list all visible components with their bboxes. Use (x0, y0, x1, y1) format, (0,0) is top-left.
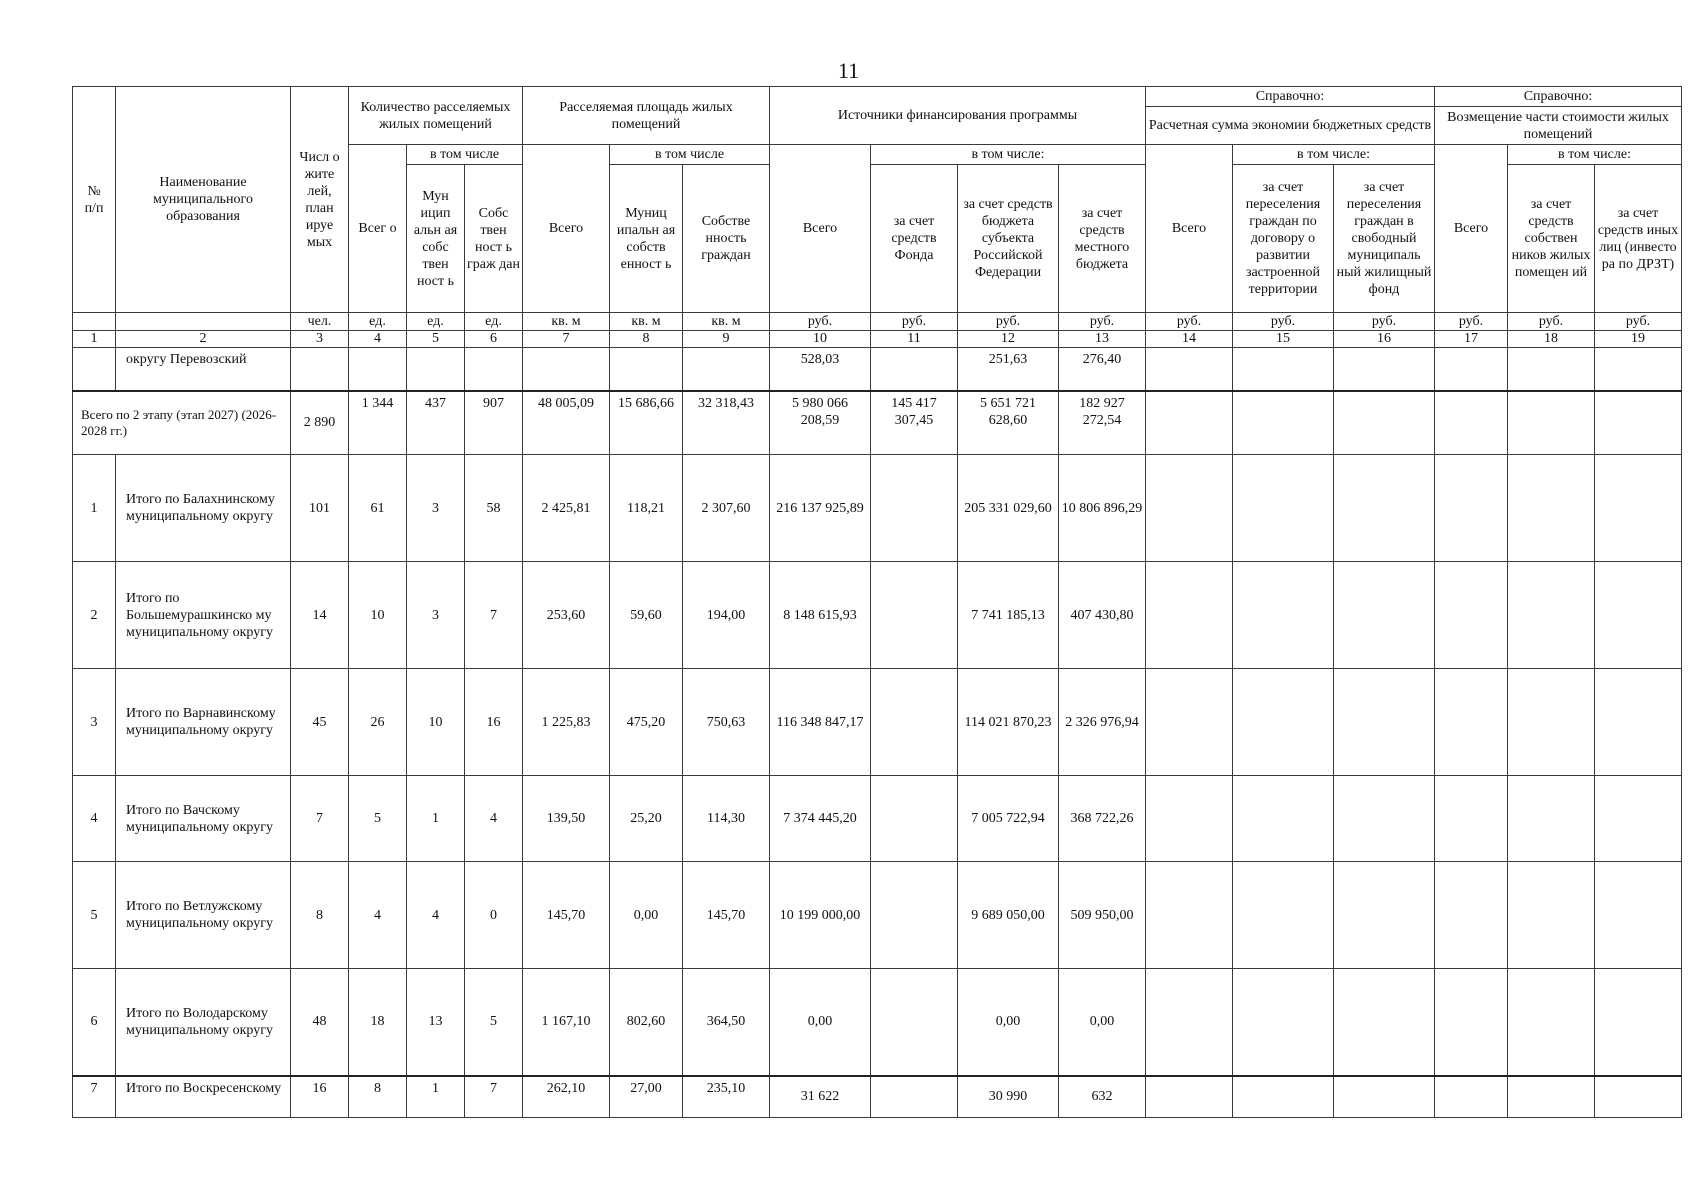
col-header-qty: Количество расселяемых жилых помещений (349, 87, 523, 145)
row-fin-local: 0,00 (1059, 969, 1146, 1076)
row-qty-total: 26 (349, 669, 407, 776)
row-qty-total: 61 (349, 455, 407, 562)
col-header-compensation: Возмещение части стоимости жилых помещений (1435, 107, 1682, 145)
unit-cell: руб. (1508, 313, 1595, 331)
stage-total-area-total: 48 005,09 (523, 391, 610, 455)
col-header-econ-free-fund: за счет переселения граждан в свободный муниципаль ный жилищный фонд (1334, 165, 1435, 313)
col-header-residents: Числ о жите лей, план ируе мых (291, 87, 349, 313)
unit-cell: кв. м (523, 313, 610, 331)
col-header-fin-local: за счет средств местного бюджета (1059, 165, 1146, 313)
column-number: 16 (1334, 331, 1435, 348)
row-name: Итого по Варнавинскому муниципальному округу (116, 669, 291, 776)
row-fin-local: 10 806 896,29 (1059, 455, 1146, 562)
col-header-qty-municipal: Мун ицип альн ая собс твен ност ь (407, 165, 465, 313)
column-numbers-row (73, 331, 1682, 348)
column-number: 9 (683, 331, 770, 348)
unit-cell: кв. м (610, 313, 683, 331)
column-number: 7 (523, 331, 610, 348)
row-qty-total: 18 (349, 969, 407, 1076)
row-fin-local: 632 (1059, 1076, 1146, 1118)
row-area-municipal: 27,00 (610, 1076, 683, 1118)
carry-over-fin-subject: 251,63 (958, 348, 1059, 391)
unit-cell: кв. м (683, 313, 770, 331)
row-qty-municipal: 3 (407, 562, 465, 669)
stage-total-area-private: 32 318,43 (683, 391, 770, 455)
col-header-area-municipal: Муниц ипальн ая собств енност ь (610, 165, 683, 313)
row-fin-subject: 7 741 185,13 (958, 562, 1059, 669)
row-fin-total: 7 374 445,20 (770, 776, 871, 862)
unit-cell (73, 313, 116, 331)
row-qty-total: 8 (349, 1076, 407, 1118)
table-row (73, 862, 1682, 969)
table-row (73, 455, 1682, 562)
column-number: 15 (1233, 331, 1334, 348)
col-header-qty-private: Собс твен ност ь граж дан (465, 165, 523, 313)
row-area-municipal: 0,00 (610, 862, 683, 969)
units-row (73, 313, 1682, 331)
row-area-private: 145,70 (683, 862, 770, 969)
row-area-municipal: 475,20 (610, 669, 683, 776)
row-fin-subject: 7 005 722,94 (958, 776, 1059, 862)
column-number: 6 (465, 331, 523, 348)
unit-cell: ед. (349, 313, 407, 331)
column-number: 13 (1059, 331, 1146, 348)
col-header-financing: Источники финансирования программы (770, 87, 1146, 145)
unit-cell: руб. (1435, 313, 1508, 331)
table-row (73, 969, 1682, 1076)
row-residents: 7 (291, 776, 349, 862)
row-area-municipal: 802,60 (610, 969, 683, 1076)
row-name: Итого по Большемурашкинско му муниципальному округу (116, 562, 291, 669)
unit-cell: руб. (1595, 313, 1682, 331)
unit-cell: руб. (1146, 313, 1233, 331)
row-fin-total: 0,00 (770, 969, 871, 1076)
row-number: 2 (73, 562, 116, 669)
col-header-name: Наименование муниципального образования (116, 87, 291, 313)
row-fin-fund (871, 862, 958, 969)
row-qty-municipal: 1 (407, 776, 465, 862)
row-qty-private: 7 (465, 562, 523, 669)
col-header-reference-2: Справочно: (1435, 87, 1682, 107)
row-area-private: 114,30 (683, 776, 770, 862)
row-area-total: 1 167,10 (523, 969, 610, 1076)
column-number: 1 (73, 331, 116, 348)
row-qty-total: 5 (349, 776, 407, 862)
row-fin-fund (871, 969, 958, 1076)
row-qty-municipal: 10 (407, 669, 465, 776)
row-qty-municipal: 4 (407, 862, 465, 969)
row-qty-private: 16 (465, 669, 523, 776)
row-area-municipal: 25,20 (610, 776, 683, 862)
col-header-area-private: Собстве нность граждан (683, 165, 770, 313)
row-qty-municipal: 13 (407, 969, 465, 1076)
column-number: 19 (1595, 331, 1682, 348)
row-fin-total: 116 348 847,17 (770, 669, 871, 776)
row-area-total: 139,50 (523, 776, 610, 862)
row-area-municipal: 59,60 (610, 562, 683, 669)
row-fin-total: 31 622 (770, 1076, 871, 1118)
column-number: 14 (1146, 331, 1233, 348)
stage-total-qty-private: 907 (465, 391, 523, 455)
column-number: 3 (291, 331, 349, 348)
column-number: 2 (116, 331, 291, 348)
row-number: 5 (73, 862, 116, 969)
row-fin-subject: 114 021 870,23 (958, 669, 1059, 776)
row-qty-private: 0 (465, 862, 523, 969)
row-fin-subject: 0,00 (958, 969, 1059, 1076)
column-number: 4 (349, 331, 407, 348)
stage-total-fin-local: 182 927 272,54 (1059, 391, 1146, 455)
row-fin-total: 216 137 925,89 (770, 455, 871, 562)
col-header-econ-incl: в том числе: (1233, 145, 1435, 165)
col-header-econ-development: за счет переселения граждан по договору о развитии застроенной территории (1233, 165, 1334, 313)
page-number: 11 (837, 58, 860, 83)
row-name: Итого по Воскресенскому (116, 1076, 291, 1118)
stage-total-qty-municipal: 437 (407, 391, 465, 455)
row-area-private: 194,00 (683, 562, 770, 669)
row-qty-private: 5 (465, 969, 523, 1076)
column-number: 5 (407, 331, 465, 348)
unit-cell: руб. (871, 313, 958, 331)
unit-cell: чел. (291, 313, 349, 331)
row-fin-subject: 205 331 029,60 (958, 455, 1059, 562)
column-number: 10 (770, 331, 871, 348)
stage-total-residents: 2 890 (291, 391, 349, 455)
row-area-total: 145,70 (523, 862, 610, 969)
table-row (73, 776, 1682, 862)
row-residents: 48 (291, 969, 349, 1076)
row-fin-local: 407 430,80 (1059, 562, 1146, 669)
row-area-total: 2 425,81 (523, 455, 610, 562)
col-header-comp-incl: в том числе: (1508, 145, 1682, 165)
unit-cell: руб. (1233, 313, 1334, 331)
unit-cell: руб. (1334, 313, 1435, 331)
row-name: Итого по Балахнинскому муниципальному округу (116, 455, 291, 562)
col-header-qty-incl: в том числе (407, 145, 523, 165)
row-area-private: 235,10 (683, 1076, 770, 1118)
carry-over-name: округу Перевозский (116, 348, 291, 391)
row-area-private: 364,50 (683, 969, 770, 1076)
row-qty-total: 10 (349, 562, 407, 669)
table-row (73, 669, 1682, 776)
col-header-area: Расселяемая площадь жилых помещений (523, 87, 770, 145)
col-header-reference-1: Справочно: (1146, 87, 1435, 107)
row-area-total: 1 225,83 (523, 669, 610, 776)
row-fin-total: 8 148 615,93 (770, 562, 871, 669)
row-name: Итого по Володарскому муниципальному округу (116, 969, 291, 1076)
housing-resettlement-table (72, 86, 1682, 1118)
table-row-partial (73, 1076, 1682, 1118)
row-fin-total: 10 199 000,00 (770, 862, 871, 969)
unit-cell: руб. (770, 313, 871, 331)
row-qty-private: 4 (465, 776, 523, 862)
row-qty-private: 7 (465, 1076, 523, 1118)
row-number: 3 (73, 669, 116, 776)
stage-total-name: Всего по 2 этапу (этап 2027) (2026-2028 гг.) (73, 391, 291, 455)
unit-cell: руб. (1059, 313, 1146, 331)
row-residents: 45 (291, 669, 349, 776)
carry-over-fin-local: 276,40 (1059, 348, 1146, 391)
col-header-econ-total: Всего (1146, 145, 1233, 313)
row-fin-fund (871, 669, 958, 776)
row-residents: 101 (291, 455, 349, 562)
table-row (73, 562, 1682, 669)
row-residents: 8 (291, 862, 349, 969)
row-qty-municipal: 1 (407, 1076, 465, 1118)
row-fin-local: 509 950,00 (1059, 862, 1146, 969)
col-header-comp-total: Всего (1435, 145, 1508, 313)
unit-cell: ед. (465, 313, 523, 331)
column-number: 8 (610, 331, 683, 348)
row-fin-local: 368 722,26 (1059, 776, 1146, 862)
row-name: Итого по Ветлужскому муниципальному округу (116, 862, 291, 969)
col-header-area-incl: в том числе (610, 145, 770, 165)
col-header-comp-other: за счет средств иных лиц (инвесто ра по ДРЗТ) (1595, 165, 1682, 313)
row-number: 1 (73, 455, 116, 562)
col-header-fin-incl: в том числе: (871, 145, 1146, 165)
row-fin-fund (871, 455, 958, 562)
unit-cell: руб. (958, 313, 1059, 331)
stage-total-area-municipal: 15 686,66 (610, 391, 683, 455)
row-fin-subject: 30 990 (958, 1076, 1059, 1118)
col-header-economy: Расчетная сумма экономии бюджетных средств (1146, 107, 1435, 145)
row-fin-fund (871, 776, 958, 862)
col-header-fin-fund: за счет средств Фонда (871, 165, 958, 313)
carry-over-fin-total: 528,03 (770, 348, 871, 391)
row-area-private: 750,63 (683, 669, 770, 776)
row-number: 6 (73, 969, 116, 1076)
carry-over-row (73, 348, 1682, 391)
row-number: 4 (73, 776, 116, 862)
row-residents: 14 (291, 562, 349, 669)
col-header-area-total: Всего (523, 145, 610, 313)
column-number: 11 (871, 331, 958, 348)
row-fin-subject: 9 689 050,00 (958, 862, 1059, 969)
stage-total-fin-fund: 145 417 307,45 (871, 391, 958, 455)
row-fin-fund (871, 562, 958, 669)
row-qty-total: 4 (349, 862, 407, 969)
row-qty-private: 58 (465, 455, 523, 562)
col-header-qty-total: Всег о (349, 145, 407, 313)
stage-total-row (73, 391, 1682, 455)
row-area-total: 253,60 (523, 562, 610, 669)
col-header-fin-subject: за счет средств бюджета субъекта Российской Федерации (958, 165, 1059, 313)
row-area-municipal: 118,21 (610, 455, 683, 562)
stage-total-fin-total: 5 980 066 208,59 (770, 391, 871, 455)
unit-cell (116, 313, 291, 331)
row-area-total: 262,10 (523, 1076, 610, 1118)
row-number: 7 (73, 1076, 116, 1118)
stage-total-fin-subject: 5 651 721 628,60 (958, 391, 1059, 455)
row-residents: 16 (291, 1076, 349, 1118)
column-number: 18 (1508, 331, 1595, 348)
row-qty-municipal: 3 (407, 455, 465, 562)
col-header-fin-total: Всего (770, 145, 871, 313)
stage-total-qty-total: 1 344 (349, 391, 407, 455)
row-fin-local: 2 326 976,94 (1059, 669, 1146, 776)
column-number: 17 (1435, 331, 1508, 348)
row-area-private: 2 307,60 (683, 455, 770, 562)
column-number: 12 (958, 331, 1059, 348)
unit-cell: ед. (407, 313, 465, 331)
row-name: Итого по Вачскому муниципальному округу (116, 776, 291, 862)
col-header-comp-owners: за счет средств собствен ников жилых помещен ий (1508, 165, 1595, 313)
col-header-number: № п/п (73, 87, 116, 313)
